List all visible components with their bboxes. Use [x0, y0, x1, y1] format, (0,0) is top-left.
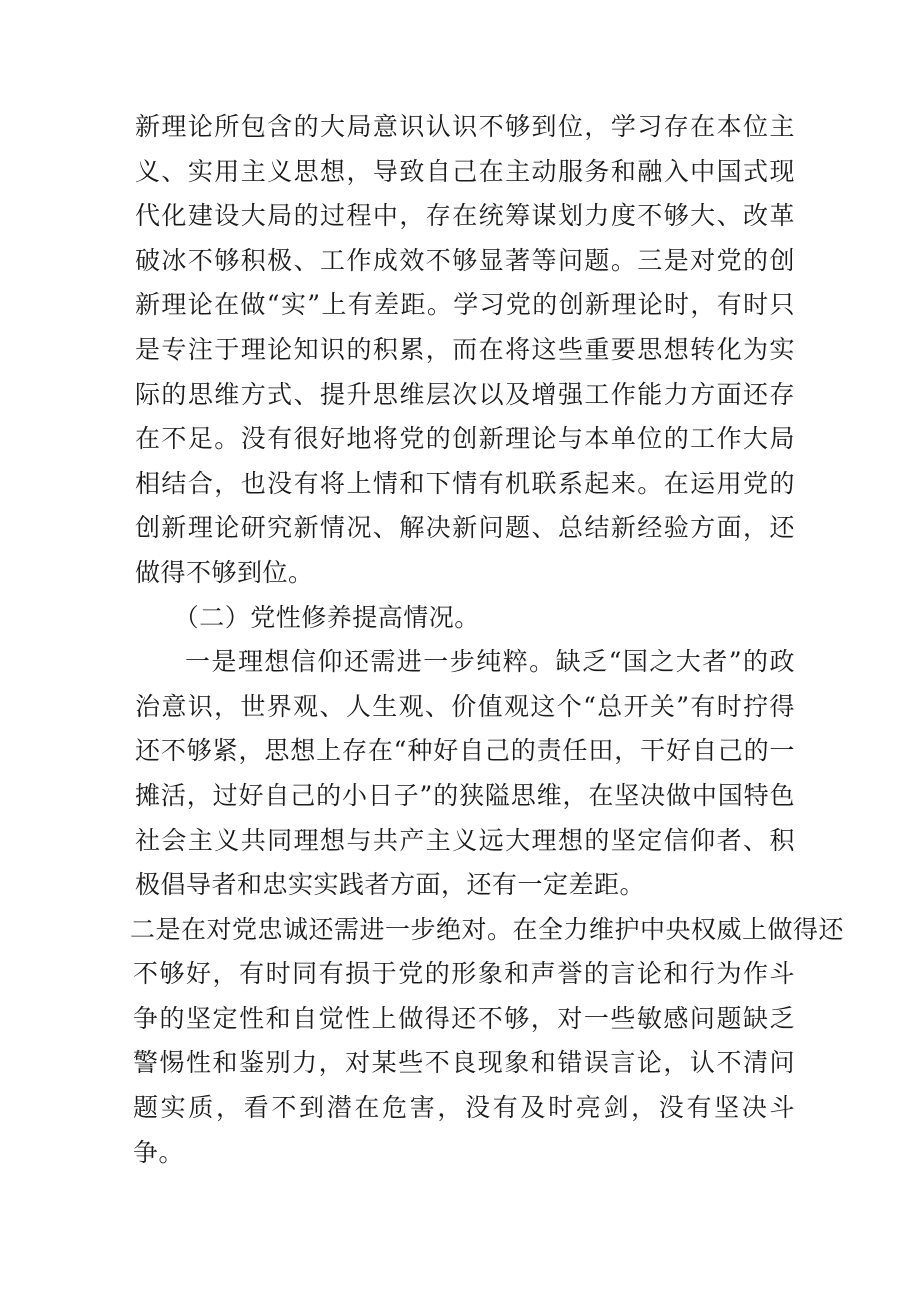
document-body — [130, 105, 845, 1175]
paragraph-loyalty-first-line: 二是在对党忠诚还需进一步绝对。在全力维护中央权威上做得还 — [130, 914, 845, 944]
paragraph-loyalty-rest: 不够好，有时同有损于党的形象和声誉的言论和行为作斗争的坚定性和自觉性上做得还不够，对一些敏感问题缺乏警惕性和鉴别力，对某些不良现象和错误言论，认不清问题实质，看不到潜在危害，没有及时亮剑，没有坚决斗争。 — [133, 959, 795, 1167]
paragraph-continuation: 新理论所包含的大局意识认识不够到位，学习存在本位主义、实用主义思想，导致自己在主动服务和融入中国式现代化建设大局的过程中，存在统筹谋划力度不够大、改革破冰不够积极、工作成效不够显著等问题。三是对党的创新理论在做“实”上有差距。学习党的创新理论时，有时只是专注于理论知识的积累，而在将这些重要思想转化为实际的思维方式、提升思维层次以及增强工作能力方面还存在不足。没有很好地将党的创新理论与本单位的工作大局相结合，也没有将上情和下情有机联系起来。在运用党的创新理论研究新情况、解决新问题、总结新经验方面，还做得不够到位。 — [135, 112, 795, 587]
section-heading: （二）党性修养提高情况。 — [173, 602, 480, 632]
paragraph-loyalty — [130, 908, 845, 1176]
paragraph-ideals-faith: 一是理想信仰还需进一步纯粹。缺乏“国之大者”的政治意识，世界观、人生观、价值观这个“总开关”有时拧得还不够紧，思想上存在“种好自己的责任田，干好自己的一摊活，过好自己的小日子”的狭隘思维，在坚决做中国特色社会主义共同理想与共产主义远大理想的坚定信仰者、积极倡导者和忠实实践者方面，还有一定差距。 — [135, 647, 795, 900]
